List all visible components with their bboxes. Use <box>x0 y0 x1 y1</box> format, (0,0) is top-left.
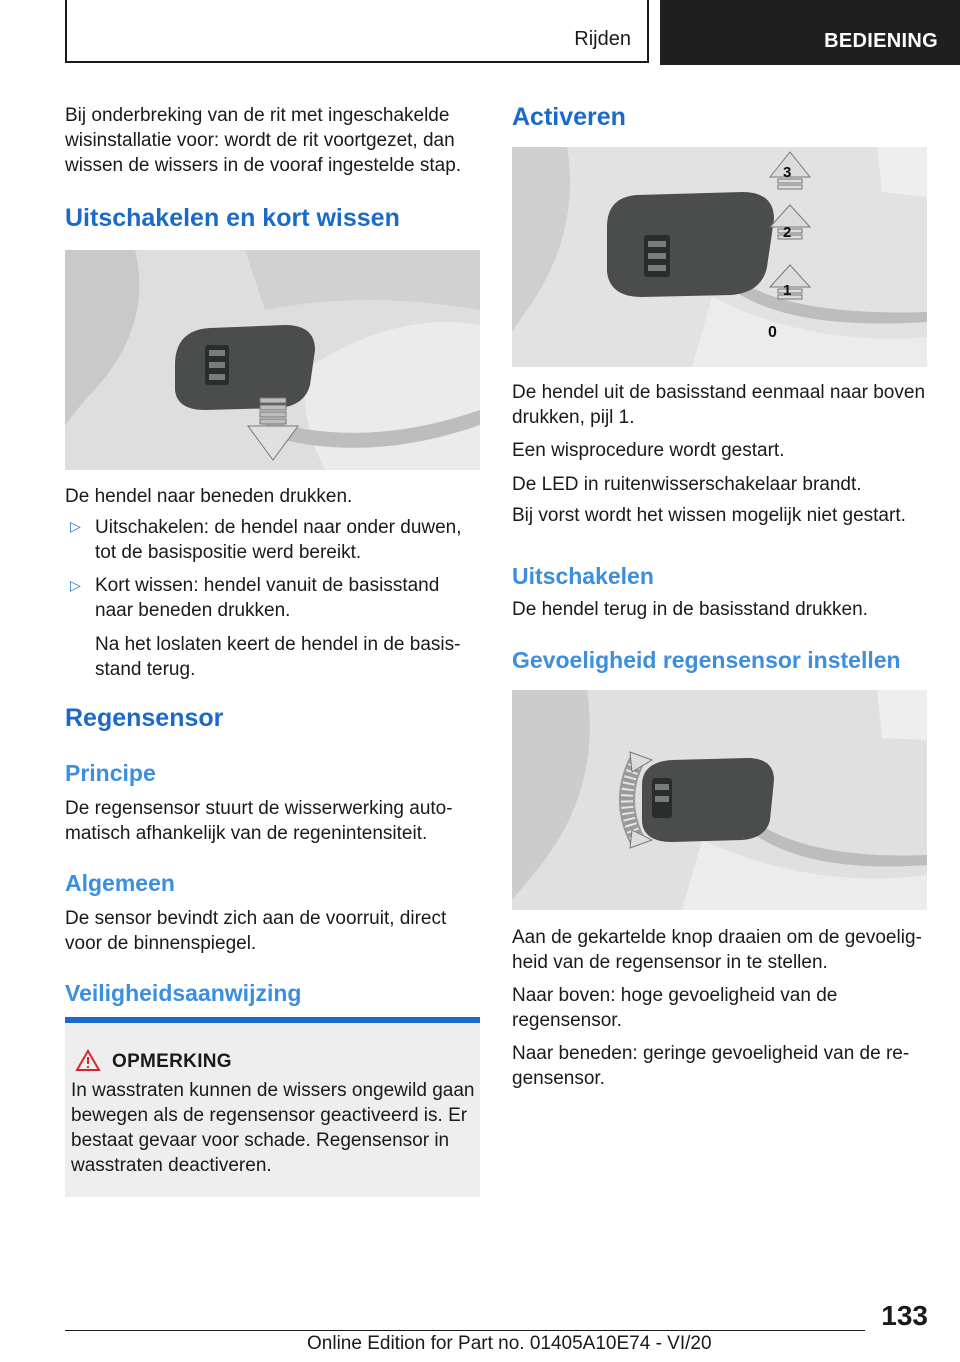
activate-step-3: De LED in ruitenwisserschakelaar brandt. <box>512 474 862 495</box>
intro-text: Bij onderbreking van de rit met ingeschakelde wisinstallatie voor: wordt de rit voortgezet, dan wissen de wissers in de vooraf ingestelde stap. <box>65 105 462 176</box>
arrow-label-0: 0 <box>768 324 777 341</box>
footer-edition: Online Edition for Part no. 01405A10E74 - VI/20 <box>307 1333 712 1354</box>
press-down-text: De hendel naar beneden drukken. <box>65 486 353 507</box>
warning-box <box>65 1017 480 1197</box>
arrow-label-3: 3 <box>783 164 792 181</box>
arrow-label-2: 2 <box>783 224 792 241</box>
bullet-short-wipe-note: Na het loslaten keert de hendel in de basisstand terug. <box>95 634 461 680</box>
switch-off-text: De hendel terug in de basisstand drukken. <box>512 599 868 620</box>
header-chapter: BEDIENING <box>660 0 960 65</box>
heading-switch-off-short-wipe: Uitschakelen en kort wissen <box>65 204 400 232</box>
arrow-label-1: 1 <box>783 282 792 299</box>
footer-divider <box>65 1330 865 1331</box>
heading-switch-off: Uitschakelen <box>512 563 654 589</box>
bullet-short-wipe: Kort wissen: hendel vanuit de basisstand naar beneden drukken. <box>95 575 440 621</box>
header-frame <box>65 0 649 63</box>
heading-principle: Principe <box>65 760 156 786</box>
heading-rain-sensor: Regensensor <box>65 704 224 732</box>
heading-activate: Activeren <box>512 103 626 131</box>
sensitivity-step-3: Naar beneden: geringe gevoeligheid van de regensensor. <box>512 1043 910 1089</box>
figure-sensitivity-knob <box>512 690 927 910</box>
figure-lever-down <box>65 250 480 470</box>
figure-lever-up <box>512 147 927 367</box>
heading-general: Algemeen <box>65 870 175 896</box>
heading-safety: Veiligheidsaanwijzing <box>65 980 302 1006</box>
sensitivity-step-2: Naar boven: hoge gevoeligheid van de regensensor. <box>512 985 838 1031</box>
warning-title: OPMERKING <box>112 1051 232 1072</box>
activate-step-1: De hendel uit de basisstand eenmaal naar boven drukken, pijl 1. <box>512 382 926 428</box>
activate-step-4: Bij vorst wordt het wissen mogelijk niet gestart. <box>512 505 906 526</box>
page-number: 133 <box>881 1300 928 1331</box>
principle-text: De regensensor stuurt de wisserwerking automatisch afhankelijk van de regenintensiteit. <box>65 798 453 844</box>
bullet-triangle-icon: ▷ <box>70 518 81 534</box>
bullet-switch-off: Uitschakelen: de hendel naar onder duwen, tot de basispositie werd bereikt. <box>95 517 462 563</box>
bullet-triangle-icon: ▷ <box>70 577 81 593</box>
activate-step-2: Een wisprocedure wordt gestart. <box>512 440 785 461</box>
warning-triangle-icon <box>75 1049 101 1072</box>
header-section: Rijden <box>574 28 631 50</box>
heading-sensitivity: Gevoeligheid regensensor instellen <box>512 647 901 673</box>
general-text: De sensor bevindt zich aan de voorruit, direct voor de binnenspiegel. <box>65 908 447 954</box>
warning-text: In wasstraten kunnen de wissers ongewild gaan bewegen als de regensensor geactiveerd is. Er bestaat gevaar voor schade. Regensensor in wasstraten deactiveren. <box>71 1080 475 1176</box>
sensitivity-step-1: Aan de gekartelde knop draaien om de gevoeligheid van de regensensor in te stellen. <box>512 927 922 973</box>
